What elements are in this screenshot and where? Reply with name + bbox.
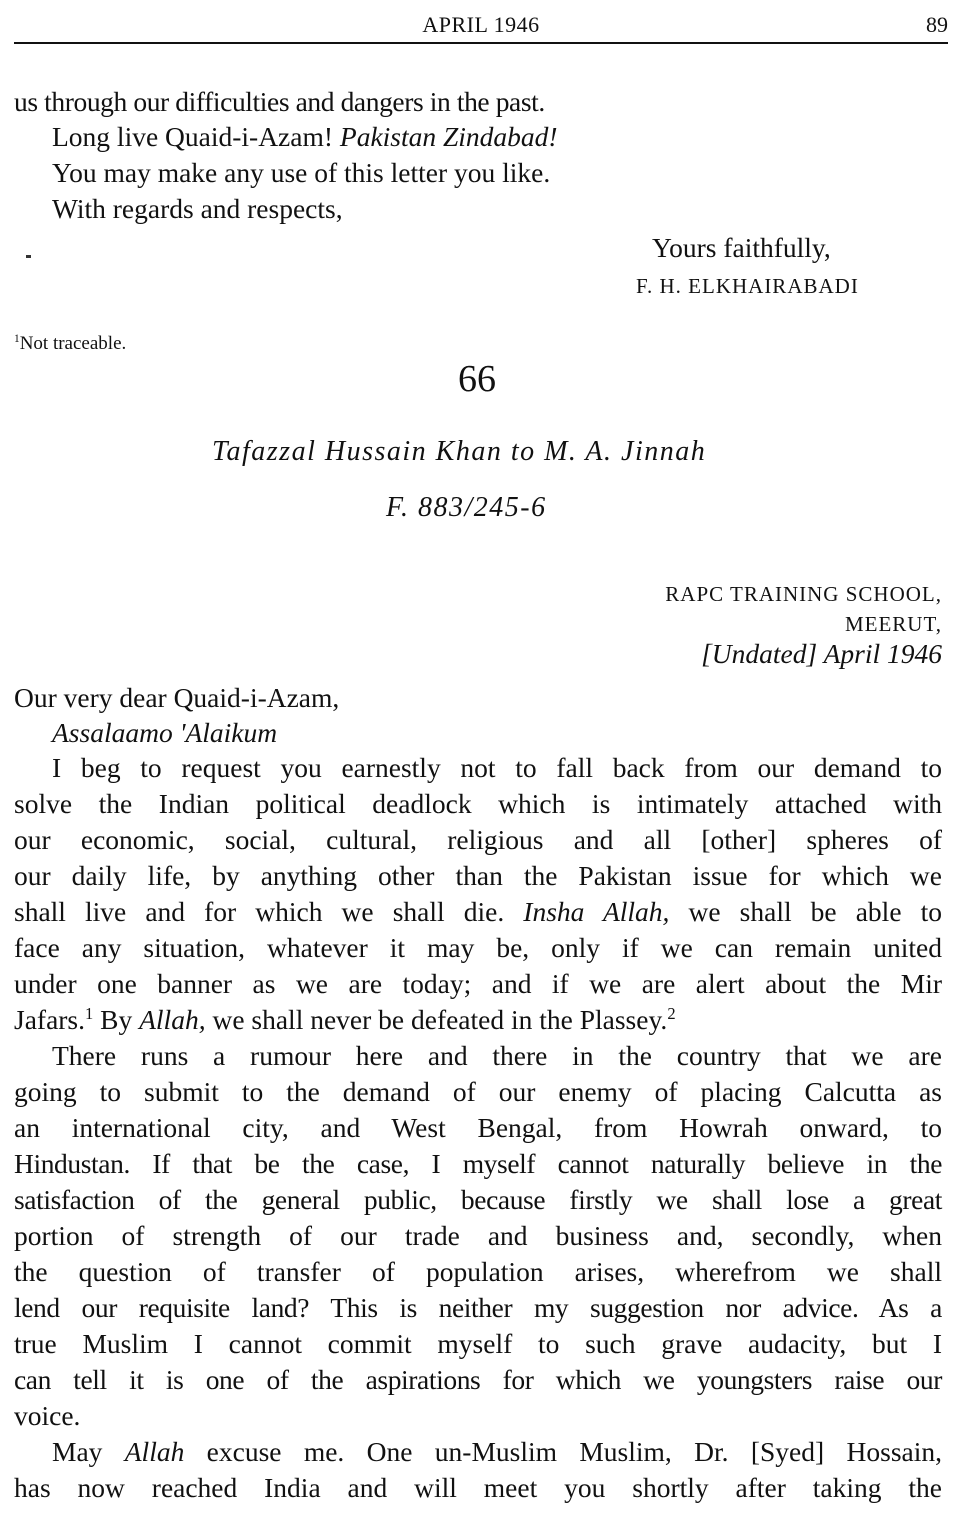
page-number: 89	[926, 12, 948, 37]
running-head-title: APRIL 1946	[422, 12, 540, 37]
para3-line-1-b: excuse me. One un-Muslim Muslim, Dr. [Syed] Hossain,	[184, 1436, 942, 1467]
running-head	[14, 6, 948, 44]
para1-line-5-b: we shall be able to	[669, 896, 942, 927]
para1-line-5-italic: Insha Allah,	[523, 896, 670, 927]
para2-line-11: voice.	[14, 1400, 81, 1431]
para3-line-2: has now reached India and will meet you shortly after taking the	[14, 1472, 942, 1503]
address-line-1: RAPC TRAINING SCHOOL,	[665, 582, 942, 606]
stray-mark	[26, 255, 31, 258]
para2-line-7: the question of transfer of population arises, wherefrom we shall	[14, 1256, 942, 1287]
para1-last-italic: Allah,	[139, 1004, 206, 1035]
para2-line-5: satisfaction of the general public, because firstly we shall lose a great	[14, 1184, 942, 1215]
para2-line-4: Hindustan. If that be the case, I myself cannot naturally believe in the	[14, 1148, 942, 1179]
para2-line-3: an international city, and West Bengal, from Howrah onward, to	[14, 1112, 942, 1143]
para1-line-5	[14, 894, 942, 930]
salutation: Our very dear Quaid-i-Azam,	[14, 682, 340, 713]
footnote-mark: 1	[14, 333, 20, 346]
para1-line-6: face any situation, whatever it may be, only if we can remain united	[14, 932, 942, 963]
date-undated: [Undated]	[701, 638, 818, 669]
footnote-text: Not traceable.	[19, 333, 127, 354]
prev-letter-line-2-italic: Pakistan Zindabad!	[339, 121, 558, 152]
date-month-year: April 1946	[817, 638, 942, 669]
para3-line-1-a: May	[52, 1436, 125, 1467]
para1-line-5-a: shall live and for which we shall die.	[14, 896, 524, 927]
closing-yours-faithfully: Yours faithfully,	[652, 232, 831, 263]
para2-line-1: There runs a rumour here and there in the country that we are	[52, 1040, 942, 1071]
para2-line-9: true Muslim I cannot commit myself to such grave audacity, but I	[14, 1328, 942, 1359]
document-reference: F. 883/245-6	[386, 492, 547, 523]
para1-line-7: under one banner as we are today; and if we are alert about the Mir	[14, 968, 942, 999]
para1-line-4: our daily life, by anything other than the Pakistan issue for which we	[14, 860, 942, 891]
letter-date	[701, 636, 942, 672]
para1-last-a: Jafars.	[14, 1004, 86, 1035]
para1-last-b: By	[93, 1004, 140, 1035]
footnote	[14, 326, 126, 362]
para2-line-2: going to submit to the demand of our enemy of placing Calcutta as	[14, 1076, 942, 1107]
document-number: 66	[458, 358, 496, 400]
signature: F. H. ELKHAIRABADI	[636, 274, 859, 298]
prev-letter-line-2-text: Long live Quaid-i-Azam!	[52, 121, 340, 152]
para2-line-10: can tell it is one of the aspirations for which we youngsters raise our	[14, 1364, 942, 1395]
greeting: Assalaamo 'Alaikum	[52, 717, 278, 748]
para1-line-3: our economic, social, cultural, religious and all [other] spheres of	[14, 824, 942, 855]
para3-line-1	[52, 1434, 942, 1470]
prev-letter-line-2	[52, 119, 558, 155]
para2-line-8: lend our requisite land? This is neither my suggestion nor advice. As a	[14, 1292, 942, 1323]
para3-line-1-italic: Allah	[124, 1436, 185, 1467]
prev-letter-line-1: us through our difficulties and dangers in the past.	[14, 86, 545, 117]
address-line-2: MEERUT,	[844, 612, 942, 636]
footnote-ref-1: 1	[85, 1004, 94, 1024]
para1-line-2: solve the Indian political deadlock which is intimately attached with	[14, 788, 942, 819]
para2-line-6: portion of strength of our trade and business and, secondly, when	[14, 1220, 942, 1251]
footnote-ref-2: 2	[667, 1004, 676, 1024]
para1-last-c: we shall never be defeated in the Plassey.	[205, 1004, 668, 1035]
prev-letter-line-3: You may make any use of this letter you like.	[52, 157, 551, 188]
document-title: Tafazzal Hussain Khan to M. A. Jinnah	[212, 436, 707, 467]
prev-letter-line-4: With regards and respects,	[52, 193, 343, 224]
para1-line-1: I beg to request you earnestly not to fall back from our demand to	[52, 752, 942, 783]
para1-line-8	[14, 1002, 676, 1038]
